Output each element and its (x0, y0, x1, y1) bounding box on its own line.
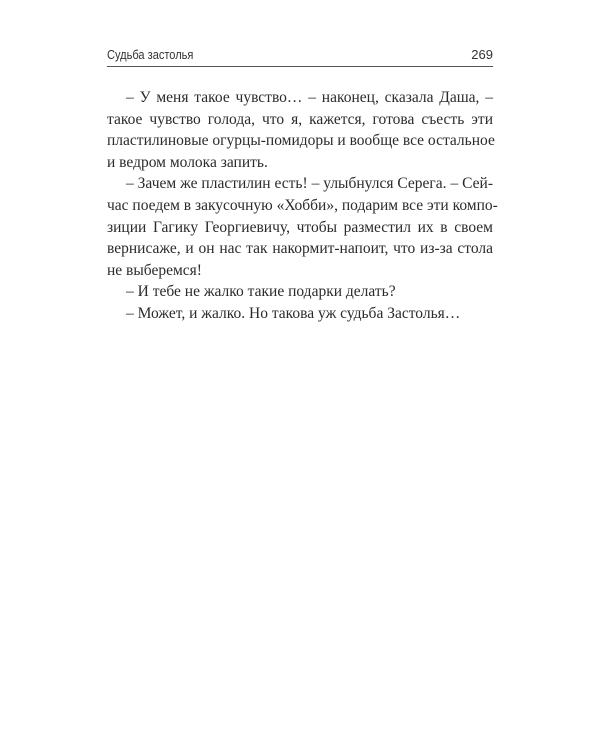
running-title: Судьба застолья (107, 47, 194, 62)
text-line: – У меня такое чувство… – наконец, сказала Даша, – (126, 89, 493, 106)
text-line: – Может, и жалко. Но такова уж судьба Застолья… (126, 304, 461, 322)
text-line: час поедем в закусочную «Хобби», подарим все эти компо- (107, 196, 498, 214)
page-body (107, 87, 498, 325)
text-line: и ведром молока запить. (107, 153, 268, 171)
page-number: 269 (471, 47, 493, 62)
text-line: зиции Гагику Георгиевичу, чтобы разместил их в своем (107, 218, 493, 236)
text-line: не выберемся! (107, 261, 202, 279)
running-header (107, 46, 493, 67)
text-line: – Зачем же пластилин есть! – улыбнулся Серега. – Сей- (126, 175, 493, 193)
text-line: – И тебе не жалко такие подарки делать? (126, 283, 396, 301)
text-line: такое чувство голода, что я, кажется, готова съесть эти (107, 110, 493, 128)
text-line: вернисаже, и он нас так накормит-напоит, что из-за стола (107, 240, 493, 258)
text-line: пластилиновые огурцы-помидоры и вообще все остальное (107, 132, 495, 150)
